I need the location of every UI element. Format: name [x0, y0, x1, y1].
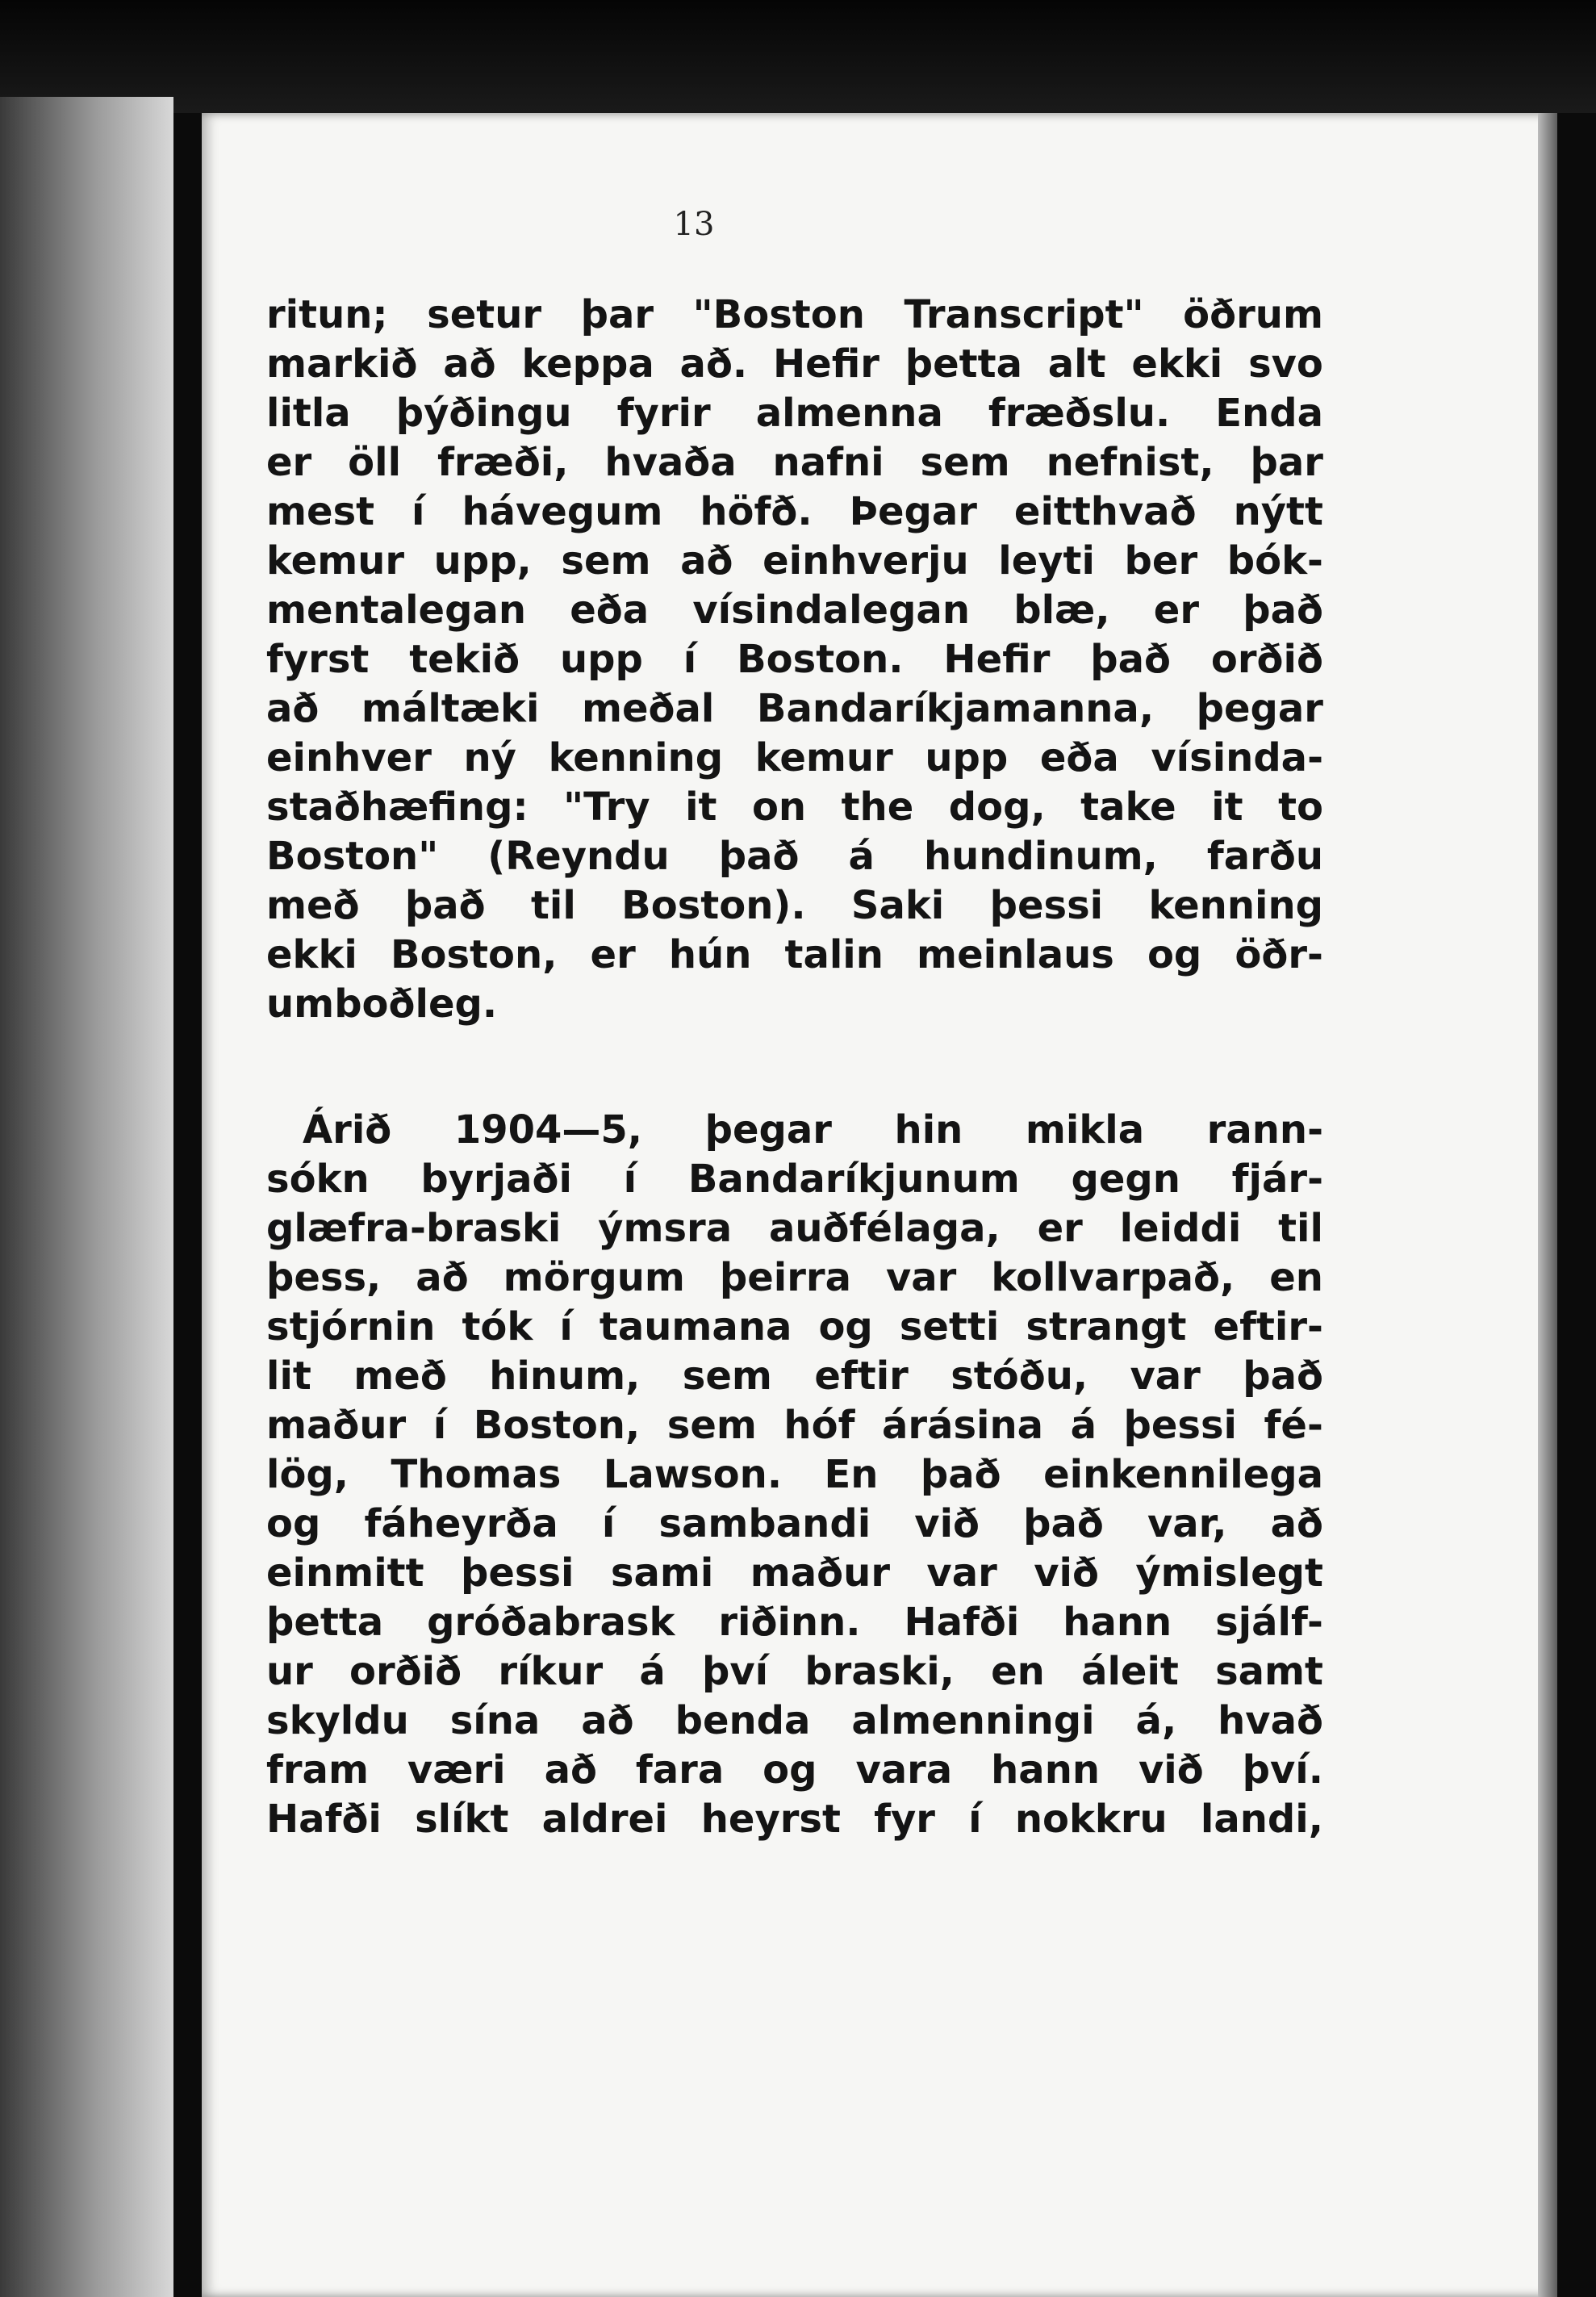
text-line: staðhæfing: "Try it on the dog, take it to: [266, 784, 1323, 830]
text-line: ritun; setur þar "Boston Transcript" öðrum: [266, 292, 1323, 337]
text-line: Árið 1904—5, þegar hin mikla rann-: [303, 1107, 1323, 1153]
text-line: með það til Boston). Saki þessi kenning: [266, 883, 1323, 928]
text-line: stjórnin tók í taumana og setti strangt eftir-: [266, 1304, 1323, 1349]
text-line: ur orðið ríkur á því braski, en áleit samt: [266, 1649, 1323, 1694]
text-line: mentalegan eða vísindalegan blæ, er það: [266, 588, 1323, 633]
page-number: 13: [673, 206, 715, 243]
text-line: þetta gróðabrask riðinn. Hafði hann sjálf-: [266, 1600, 1323, 1645]
text-line: litla þýðingu fyrir almenna fræðslu. Enda: [266, 391, 1323, 436]
paragraph: [266, 291, 1323, 1029]
text-line: lög, Thomas Lawson. En það einkennilega: [266, 1452, 1323, 1497]
text-line: að máltæki meðal Bandaríkjamanna, þegar: [266, 686, 1323, 731]
book-gutter: [0, 97, 173, 2297]
text-line: lit með hinum, sem eftir stóðu, var það: [266, 1354, 1323, 1399]
page-edge: [1538, 113, 1557, 2297]
text-line: Boston" (Reyndu það á hundinum, farðu: [266, 834, 1323, 879]
text-line: þess, að mörgum þeirra var kollvarpað, en: [266, 1255, 1323, 1300]
text-line: sókn byrjaði í Bandaríkjunum gegn fjár-: [266, 1157, 1323, 1202]
text-line: einhver ný kenning kemur upp eða vísinda-: [266, 735, 1323, 780]
text-line: fyrst tekið upp í Boston. Hefir það orðið: [266, 637, 1323, 682]
text-line: kemur upp, sem að einhverju leyti ber bók-: [266, 538, 1323, 584]
body-text: [266, 291, 1323, 1844]
scan-top-border: [0, 0, 1596, 113]
text-line: um boðleg.: [266, 981, 498, 1027]
text-line: einmitt þessi sami maður var við ýmislegt: [266, 1550, 1323, 1596]
text-line: markið að keppa að. Hefir þetta alt ekki svo: [266, 341, 1323, 387]
text-line: og fáheyrða í sambandi við það var, að: [266, 1501, 1323, 1546]
text-line: Hafði slíkt aldrei heyrst fyr í nokkru landi,: [266, 1797, 1323, 1842]
paragraph-gap: [266, 1029, 1323, 1106]
text-line: glæfra-braski ýmsra auðfélaga, er leiddi til: [266, 1206, 1323, 1251]
text-line: mest í hávegum höfð. Þegar eitthvað nýtt: [266, 489, 1323, 534]
paragraph: [266, 1106, 1323, 1844]
text-line: maður í Boston, sem hóf árásina á þessi fé-: [266, 1403, 1323, 1448]
text-line: fram væri að fara og vara hann við því.: [266, 1747, 1323, 1793]
text-line: skyldu sína að benda almenningi á, hvað: [266, 1698, 1323, 1743]
text-line: ekki Boston, er hún talin meinlaus og öðr-: [266, 932, 1323, 977]
text-line: er öll fræði, hvaða nafni sem nefnist, þar: [266, 440, 1323, 485]
